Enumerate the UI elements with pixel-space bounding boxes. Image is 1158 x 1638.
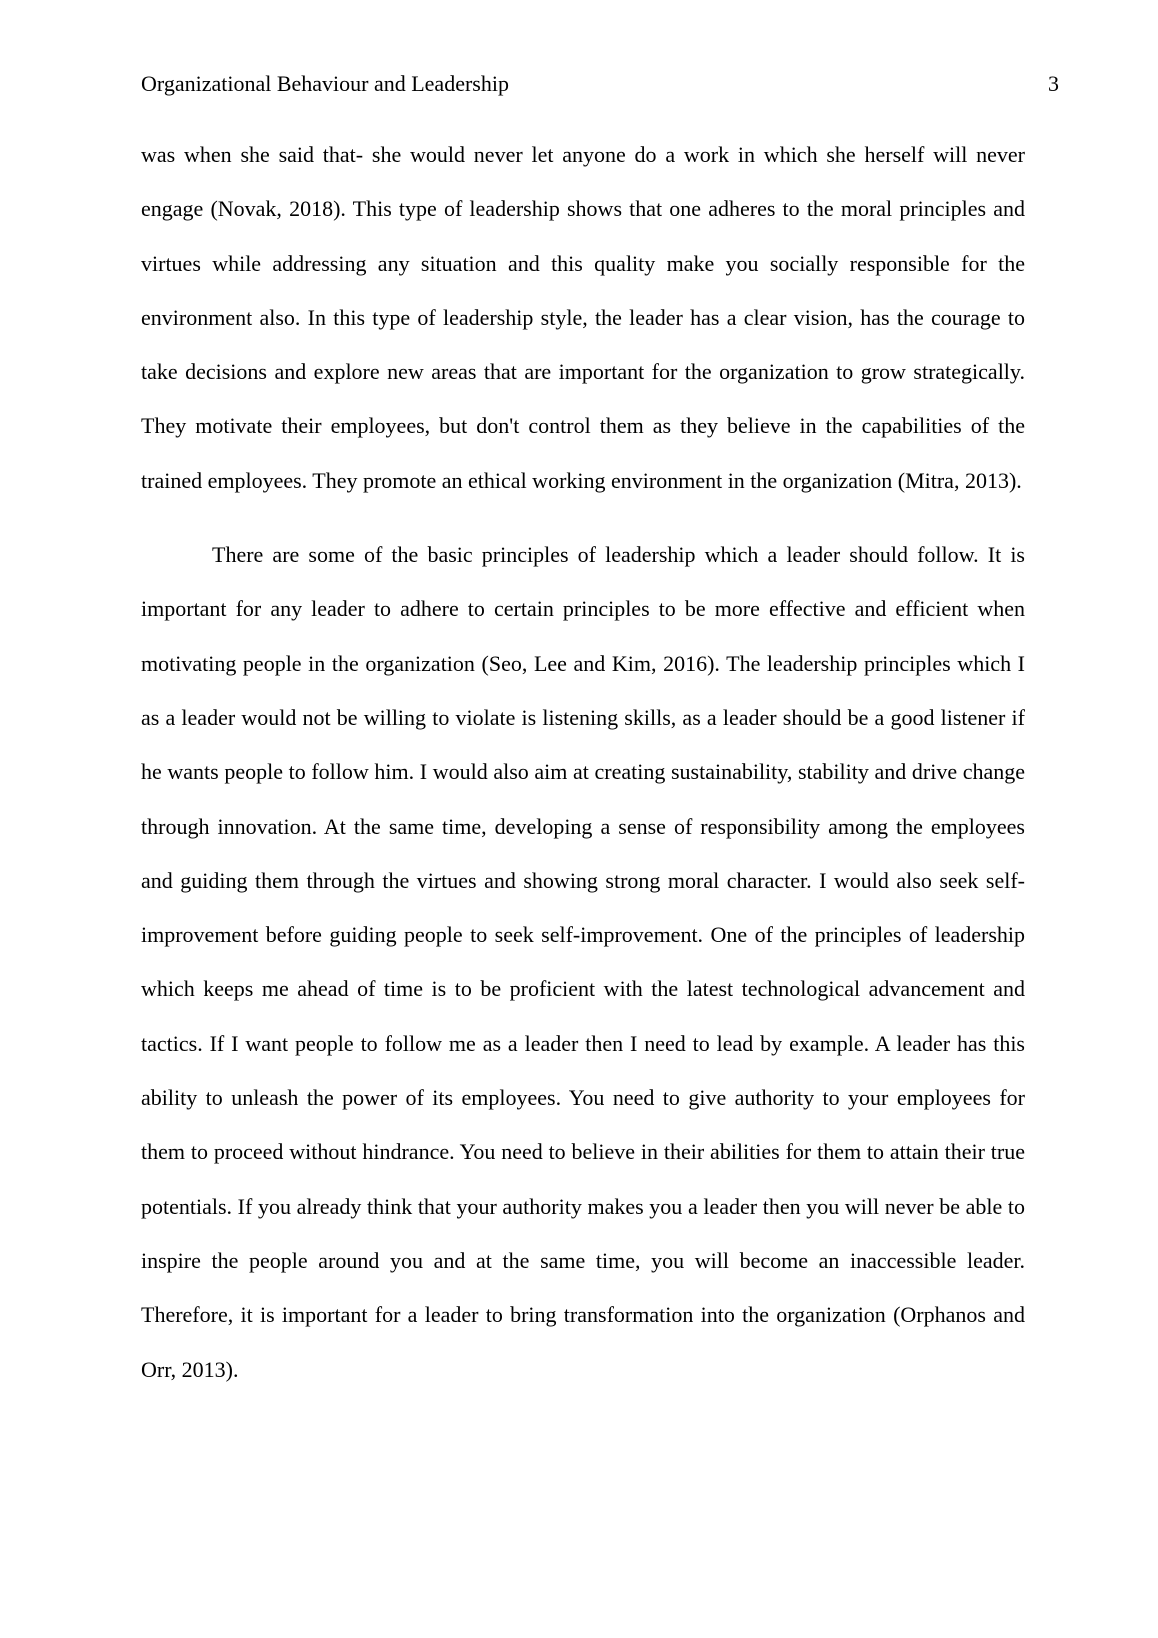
running-header (141, 68, 1059, 100)
page-number: 3 (1048, 71, 1059, 96)
header-title: Organizational Behaviour and Leadership (141, 71, 509, 96)
body-text (141, 128, 1025, 1397)
paragraph-continuation: was when she said that- she would never let anyone do a work in which she herself will never engage (Novak, 2018). This type of leadership shows that one adheres to the moral principles and virtues while addressing any situation and this quality make you socially responsible for the environment also. In this type of leadership style, the leader has a clear vision, has the courage to take decisions and explore new areas that are important for the organization to grow strategically. They motivate their employees, but don't control them as they believe in the capabilities of the trained employees. They promote an ethical working environment in the organization (Mitra, 2013). (141, 142, 1025, 493)
paragraph-leadership-principles: There are some of the basic principles of leadership which a leader should follow. It is important for any leader to adhere to certain principles to be more effective and efficient when motivating people in the organization (Seo, Lee and Kim, 2016). The leadership principles which I as a leader would not be willing to violate is listening skills, as a leader should be a good listener if he wants people to follow him. I would also aim at creating sustainability, stability and drive change through innovation. At the same time, developing a sense of responsibility among the employees and guiding them through the virtues and showing strong moral character. I would also seek self-improvement before guiding people to seek self-improvement. One of the principles of leadership which keeps me ahead of time is to be proficient with the latest technological advancement and tactics. If I want people to follow me as a leader then I need to lead by example. A leader has this ability to unleash the power of its employees. You need to give authority to your employees for them to proceed without hindrance. You need to believe in their abilities for them to attain their true potentials. If you already think that your authority makes you a leader then you will never be able to inspire the people around you and at the same time, you will become an inaccessible leader. Therefore, it is important for a leader to bring transformation into the organization (Orphanos and Orr, 2013). (141, 542, 1025, 1382)
